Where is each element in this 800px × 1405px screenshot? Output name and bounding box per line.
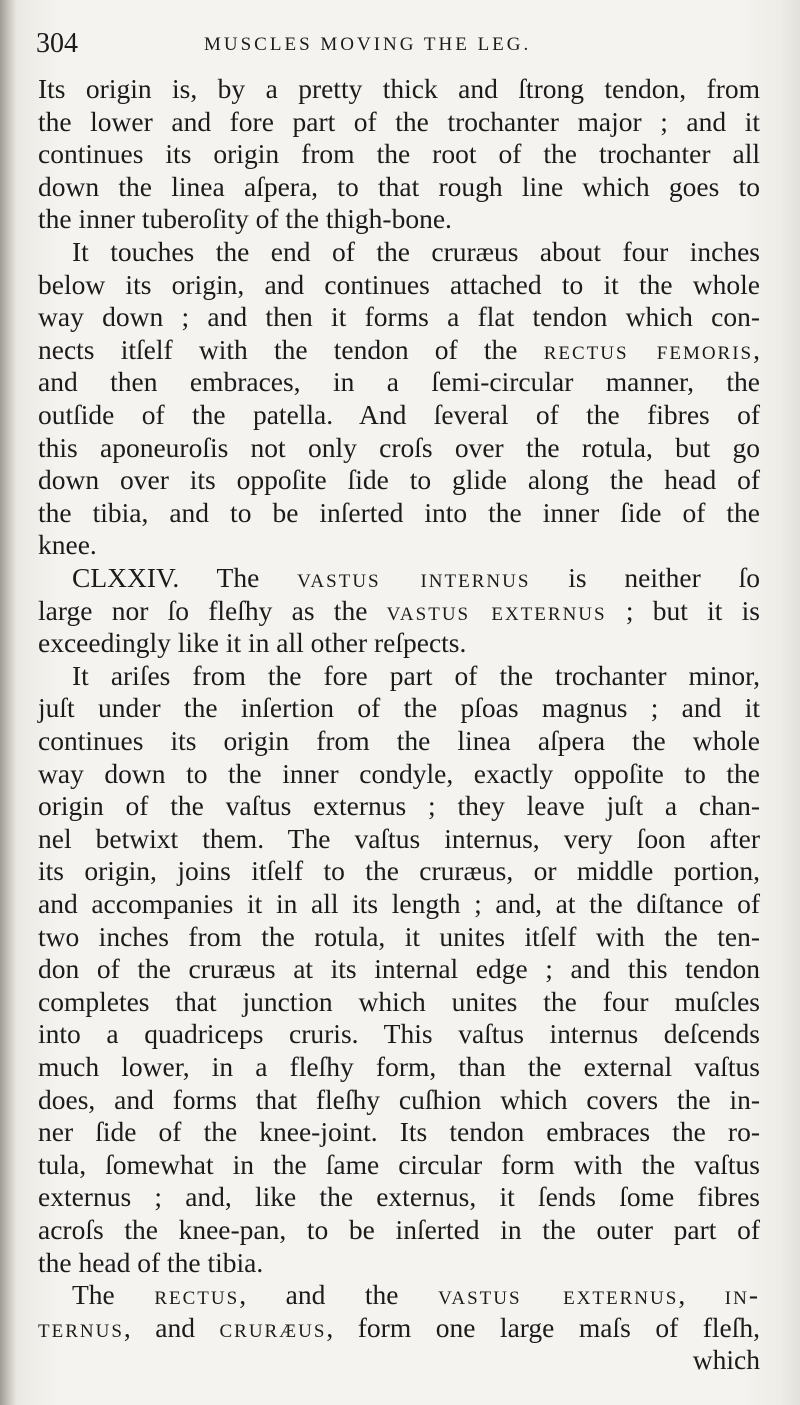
text-run: down over its oppoſite ſide to glide along the head of: [38, 464, 760, 496]
running-title: MUSCLES MOVING THE LEG.: [204, 34, 532, 55]
text-run: much lower, in a fleſhy form, than the external vaſtus: [38, 1051, 760, 1082]
binding-gutter: [0, 0, 16, 1405]
text-run: large nor ſo fleſhy as the: [38, 594, 387, 626]
text-line: [38, 398, 760, 432]
text-run: nects itſelf with the tendon of the: [38, 333, 544, 365]
text-line: [38, 789, 760, 823]
text-run: its origin, joins itſelf to the cruræus, or middle portion,: [38, 855, 760, 887]
text-line: [38, 920, 760, 954]
text-run: completes that junction which unites the four muſcles: [38, 985, 760, 1017]
text-line: [38, 72, 760, 106]
text-run: ner ſide of the knee-joint. Its tendon embraces the ro-: [38, 1116, 760, 1148]
text-line: [38, 333, 760, 367]
text-line: [38, 985, 760, 1019]
text-run: and then embraces, in a ſemi-circular manner, the: [38, 366, 760, 398]
text-run: the lower and fore part of the trochanter major ; and it: [38, 105, 760, 137]
text-line: [38, 105, 760, 139]
text-line: [38, 1311, 760, 1345]
text-run: below its origin, and continues attached to it the whole: [38, 268, 760, 300]
text-run: ; but it is: [606, 594, 760, 626]
text-line: [38, 691, 760, 725]
text-line: [38, 1115, 760, 1149]
small-caps-term: rectus femoris: [543, 333, 754, 365]
text-line: [38, 1343, 760, 1377]
text-line: [38, 202, 760, 236]
small-caps-term: vastus externus: [438, 1279, 679, 1311]
text-line: [38, 137, 760, 171]
small-caps-term: ternus: [38, 1311, 124, 1343]
text-line: [38, 1050, 760, 1084]
text-run: way down ; and then it forms a flat tendon which con-: [38, 301, 760, 333]
text-line: [72, 235, 760, 269]
text-line: [72, 561, 760, 595]
text-run: knee.: [38, 529, 97, 561]
text-run: It touches the end of the cruræus about four inches: [72, 236, 760, 267]
text-run: outſide of the patella. And ſeveral of the fibres of: [38, 399, 760, 430]
text-run: origin of the vaſtus externus ; they leave juſt a chan-: [38, 790, 760, 822]
text-line: [38, 463, 760, 497]
text-run: , form one large maſs of fleſh,: [326, 1311, 760, 1343]
text-run: way down to the inner condyle, exactly oppoſite to the: [38, 757, 760, 789]
text-line: [38, 528, 760, 562]
text-line: [38, 887, 760, 921]
small-caps-term: cruræus: [219, 1311, 327, 1343]
text-line: [38, 952, 760, 986]
text-run: two inches from the rotula, it unites itſelf with the ten-: [38, 920, 760, 952]
text-run: down the linea aſpera, to that rough line which goes to: [38, 170, 760, 202]
text-run: the tibia, and to be inſerted into the inner ſide of the: [38, 496, 760, 528]
page-header: [36, 24, 766, 60]
text-run: juſt under the inſertion of the pſoas magnus ; and it: [38, 692, 760, 724]
text-run: ,: [678, 1279, 725, 1311]
text-run: The: [72, 1279, 155, 1311]
text-line: [38, 594, 760, 628]
text-line: [38, 1213, 760, 1247]
text-run: It ariſes from the fore part of the trochanter minor,: [72, 659, 760, 691]
text-line: [38, 1083, 760, 1117]
text-line: [38, 268, 760, 302]
text-run: CLXXIV. The: [72, 562, 298, 593]
text-run: tula, ſomewhat in the ſame circular form with the vaſtus: [38, 1148, 760, 1180]
text-line: [38, 1148, 760, 1182]
text-run: the inner tuberoſity of the thigh-bone.: [38, 203, 452, 235]
text-line: [38, 1180, 760, 1214]
small-caps-term: vastus externus: [386, 594, 607, 626]
text-run: which: [692, 1344, 760, 1376]
text-line: [38, 365, 760, 399]
text-line: [38, 1246, 760, 1280]
text-run: don of the cruræus at its internal edge ; and this tendon: [38, 953, 760, 985]
small-caps-term: in-: [724, 1279, 760, 1311]
text-line: [38, 431, 760, 465]
text-line: [72, 1278, 760, 1312]
text-run: Its origin is, by a pretty thick and ſtrong tendon, from: [38, 73, 760, 104]
text-run: is neither ſo: [530, 562, 761, 593]
text-run: ,: [753, 333, 761, 365]
text-line: [38, 822, 760, 856]
text-run: exceedingly like it in all other reſpects.: [38, 627, 467, 659]
text-run: acroſs the knee-pan, to be inſerted in the outer part of: [38, 1214, 760, 1245]
text-run: and accompanies it in all its length ; and, at the diſtance of: [38, 888, 760, 919]
text-run: continues its origin from the linea aſpera the whole: [38, 725, 760, 756]
text-line: [38, 724, 760, 758]
text-run: continues its origin from the root of the trochanter all: [38, 138, 760, 170]
text-line: [38, 170, 760, 204]
text-line: [38, 1017, 760, 1051]
text-run: does, and forms that fleſhy cuſhion which covers the in-: [38, 1083, 760, 1115]
text-line: [38, 854, 760, 888]
text-run: , and: [123, 1311, 220, 1343]
text-line: [38, 626, 760, 660]
small-caps-term: rectus: [154, 1279, 240, 1311]
text-line: [38, 757, 760, 791]
text-run: nel betwixt them. The vaſtus internus, very ſoon after: [38, 822, 760, 854]
text-run: , and the: [239, 1279, 439, 1311]
text-run: the head of the tibia.: [38, 1246, 264, 1278]
text-run: externus ; and, like the externus, it ſends ſome fibres: [38, 1181, 760, 1213]
page-number: 304: [36, 28, 78, 59]
text-run: this aponeuroſis not only croſs over the rotula, but go: [38, 431, 760, 463]
text-run: into a quadriceps cruris. This vaſtus internus deſcends: [38, 1018, 760, 1050]
small-caps-term: vastus internus: [297, 562, 531, 593]
text-line: [38, 300, 760, 334]
text-line: [72, 659, 760, 693]
text-line: [38, 496, 760, 530]
